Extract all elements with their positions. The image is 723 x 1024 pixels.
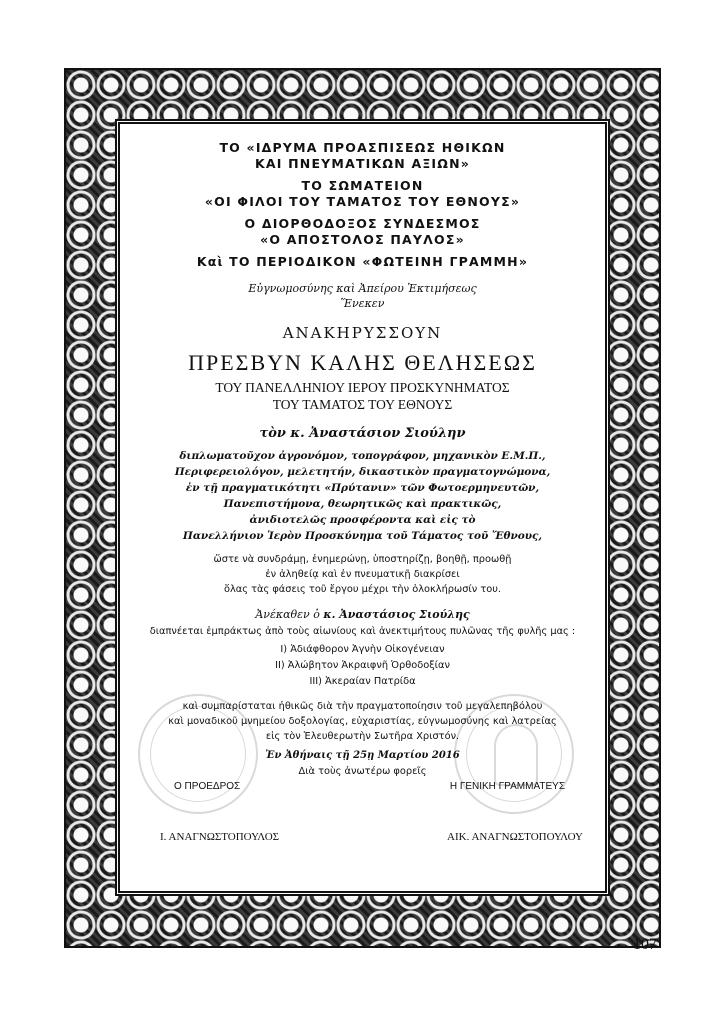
page-number: 107 [633, 936, 657, 953]
reason-line: Εὐγνωμοσύνης καὶ Ἀπείρου Ἐκτιμήσεως [248, 282, 477, 295]
closing-line: εἰς τὸν Ἐλευθερωτὴν Σωτῆρα Χριστόν. [265, 731, 460, 742]
help-line: ἐν ἀληθείᾳ καὶ ἐν πνευματικῇ διακρίσει [265, 569, 460, 580]
since-line [120, 608, 605, 621]
subtitle: ΤΟΥ ΠΑΝΕΛΛΗΝΙΟΥ ΙΕΡΟΥ ΠΡΟΣΚΥΝΗΜΑΤΟΣ [215, 380, 510, 395]
honoree-name: τὸν κ. Ἀναστάσιον Σιούλην [259, 426, 466, 441]
subtitle: ΤΟΥ ΤΑΜΑΤΟΣ ΤΟΥ ΕΘΝΟΥΣ [272, 397, 453, 412]
header-line: ΤΟ «ΙΔΡΥΜΑ ΠΡΟΑΣΠΙΣΕΩΣ ΗΘΙΚΩΝ [219, 140, 506, 155]
closing-line: καὶ συμπαρίσταται ἠθικῶς διὰ τὴν πραγματοποίησιν τοῦ μεγαλεπηβόλου [182, 701, 543, 712]
since-prefix: Ἀνέκαθεν ὁ [255, 608, 324, 621]
header-line: ΤΟ ΣΩΜΑΤΕΙΟΝ [301, 178, 424, 193]
by-line: Διὰ τοὺς ἀνωτέρω φορεῖς [298, 766, 427, 777]
help-line: ὅλας τὰς φάσεις τοῦ ἔργου μέχρι τὴν ὁλοκλήρωσίν του. [223, 584, 501, 595]
header-line: Ο ΔΙΟΡΘΟΔΟΞΟΣ ΣΥΝΔΕΣΜΟΣ [244, 216, 481, 231]
title: ΠΡΕΣΒΥΝ ΚΑΛΗΣ ΘΕΛΗΣΕΩΣ [188, 350, 537, 375]
header-line: ΚΑΙ ΠΝΕΥΜΑΤΙΚΩΝ ΑΞΙΩΝ» [254, 156, 471, 171]
bio-line: Πανεπιστήμονα, θεωρητικῶς καὶ πρακτικῶς, [223, 498, 502, 510]
pillar: II) Ἀλώβητον Ἀκραιφνῆ Ὀρθοδοξίαν [275, 660, 450, 671]
header-line: Καὶ ΤΟ ΠΕΡΙΟΔΙΚΟΝ «ΦΩΤΕΙΝΗ ΓΡΑΜΜΗ» [196, 254, 529, 269]
date-line: Ἐν Ἀθήναις τῇ 25ῃ Μαρτίου 2016 [265, 750, 460, 761]
left-role: Ο ΠΡΟΕΔΡΟΣ [174, 781, 241, 792]
proclaim-heading: ΑΝΑΚΗΡΥΣΣΟΥΝ [282, 324, 443, 342]
pillar: III) Ἀκεραίαν Πατρίδα [309, 676, 416, 687]
since-name: κ. Ἀναστάσιος Σιούλης [323, 608, 470, 621]
since-line: διαπνέεται ἐμπράκτως ἀπὸ τοὺς αἰωνίους καὶ ἀνεκτιμήτους πυλῶνας τῆς φυλῆς μας : [149, 626, 576, 637]
bio-line: Πανελλήνιον Ἱερὸν Προσκύνημα τοῦ Τάματος τοῦ Ἔθνους, [182, 530, 543, 542]
help-line: ὥστε νὰ συνδράμῃ, ἐνημερώνῃ, ὑποστηρίζῃ, βοηθῇ, προωθῇ [213, 554, 512, 565]
right-signatory-name: ΑΙΚ. ΑΝΑΓΝΩΣΤΟΠΟΥΛΟΥ [447, 831, 583, 843]
bio-line: Περιφερειολόγον, μελετητήν, δικαστικὸν πραγματογνώμονα, [174, 466, 551, 478]
header-line: «Ο ΑΠΟΣΤΟΛΟΣ ΠΑΥΛΟΣ» [260, 232, 465, 247]
pillar: I) Ἀδιάφθορον Ἀγνὴν Οἰκογένειαν [280, 644, 445, 655]
right-role: Η ΓΕΝΙΚΗ ΓΡΑΜΜΑΤΕΥΣ [449, 781, 565, 792]
certificate-body [118, 122, 607, 893]
header-line: «ΟΙ ΦΙΛΟΙ ΤΟΥ ΤΑΜΑΤΟΣ ΤΟΥ ΕΘΝΟΥΣ» [204, 194, 521, 209]
reason-line: Ἕνεκεν [340, 297, 385, 310]
closing-line: καὶ μοναδικοῦ μνημείου δοξολογίας, εὐχαριστίας, εὐγνωμοσύνης καὶ λατρείας [168, 716, 557, 727]
bio-line: διπλωματοῦχον ἀγρονόμον, τοπογράφον, μηχανικὸν Ε.Μ.Π., [179, 450, 546, 462]
bio-line: ἐν τῇ πραγματικότητι «Πρύτανιν» τῶν Φωτοερμηνευτῶν, [185, 482, 540, 494]
left-signatory-name: Ι. ΑΝΑΓΝΩΣΤΟΠΟΥΛΟΣ [160, 831, 280, 843]
bio-line: ἀνιδιοτελῶς προσφέροντα καὶ εἰς τὸ [249, 514, 476, 526]
